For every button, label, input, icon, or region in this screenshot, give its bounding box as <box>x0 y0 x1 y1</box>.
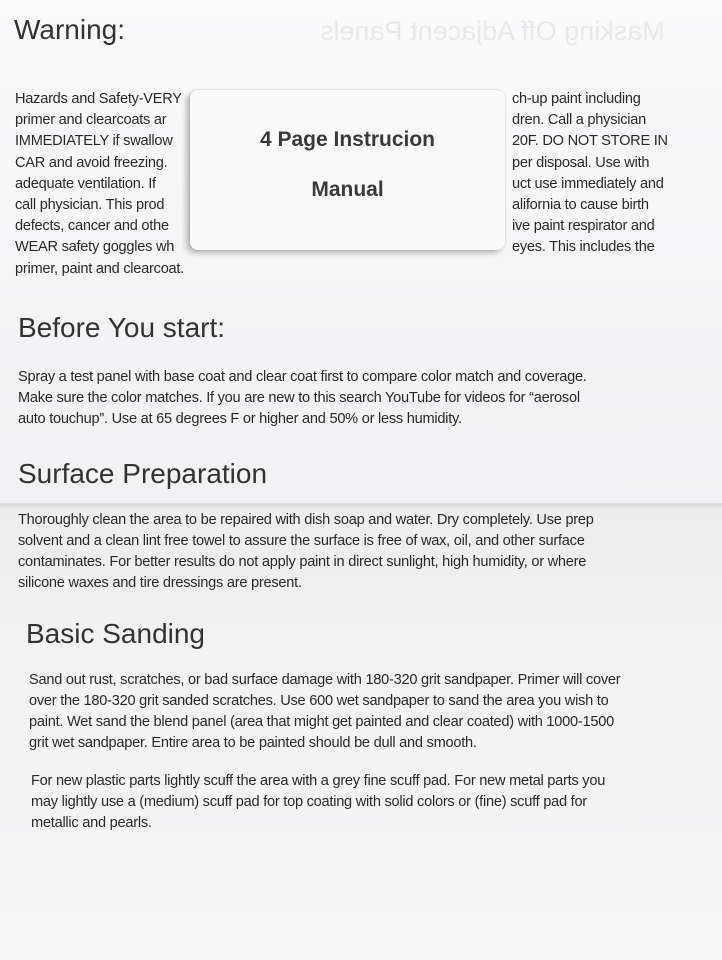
text-line: Thoroughly clean the area to be repaired with dish soap and water. Dry completely. Use prep <box>18 512 594 528</box>
text-line: Sand out rust, scratches, or bad surface damage with 180-320 grit sandpaper. Primer will cover <box>29 672 621 688</box>
text-line: paint. Wet sand the blend panel (area that might get painted and clear coated) with 1000-1500 <box>29 714 614 730</box>
paper-fold <box>0 503 722 509</box>
before-you-start-heading: Before You start: <box>18 312 226 343</box>
text-line: eyes. This includes the <box>512 239 655 256</box>
text-line: alifornia to cause birth <box>512 197 649 213</box>
text-line: contaminates. For better results do not apply paint in direct sunlight, high humidity, or where <box>18 554 587 570</box>
text-line: uct use immediately and <box>512 175 664 192</box>
text-line: ive paint respirator and <box>512 218 655 235</box>
text-line: Spray a test panel with base coat and clear coat first to compare color match and coverage. <box>18 369 587 385</box>
text-line: For new plastic parts lightly scuff the area with a grey fine scuff pad. For new metal parts you <box>31 773 606 789</box>
warning-heading: Warning: <box>14 14 126 45</box>
bleed-through-text: Masking Off Adjacent Panels <box>320 16 665 46</box>
text-line: auto touchup”. Use at 65 degrees F or higher and 50% or less humidity. <box>18 411 462 427</box>
text-line: CAR and avoid freezing. <box>15 154 168 171</box>
instruction-manual-label <box>190 90 505 250</box>
label-line-2: Manual <box>311 178 384 201</box>
basic-sanding-heading: Basic Sanding <box>26 618 206 649</box>
text-line: WEAR safety goggles wh <box>15 239 175 256</box>
text-line: Hazards and Safety-VERY <box>15 91 182 107</box>
text-line: primer, paint and clearcoat. <box>15 260 185 277</box>
text-line: primer and clearcoats ar <box>15 112 167 129</box>
text-line: ch-up paint including <box>512 91 641 107</box>
label-line-1: 4 Page Instrucion <box>259 128 436 151</box>
text-line: Make sure the color matches. If you are new to this search YouTube for videos for “aerosol <box>18 390 580 406</box>
text-line: dren. Call a physician <box>512 112 647 129</box>
text-line: over the 180-320 grit sanded scratches. Use 600 wet sandpaper to sand the area you wish to <box>29 693 609 709</box>
text-line: per disposal. Use with <box>512 154 650 171</box>
text-line: solvent and a clean lint free towel to assure the surface is free of wax, oil, and other surface <box>18 533 585 549</box>
text-line: IMMEDIATELY if swallow <box>15 133 173 150</box>
text-line: grit wet sandpaper. Entire area to be painted should be dull and smooth. <box>29 735 477 751</box>
text-line: metallic and pearls. <box>31 815 152 831</box>
text-line: defects, cancer and othe <box>15 218 169 235</box>
text-line: call physician. This prod <box>15 197 165 213</box>
text-line: may lightly use a (medium) scuff pad for top coating with solid colors or (fine) scuff pad for <box>31 794 587 810</box>
surface-preparation-heading: Surface Preparation <box>18 458 268 489</box>
text-line: adequate ventilation. If <box>15 175 156 192</box>
text-line: silicone waxes and tire dressings are present. <box>18 575 302 591</box>
text-line: 20F. DO NOT STORE IN <box>512 133 668 150</box>
